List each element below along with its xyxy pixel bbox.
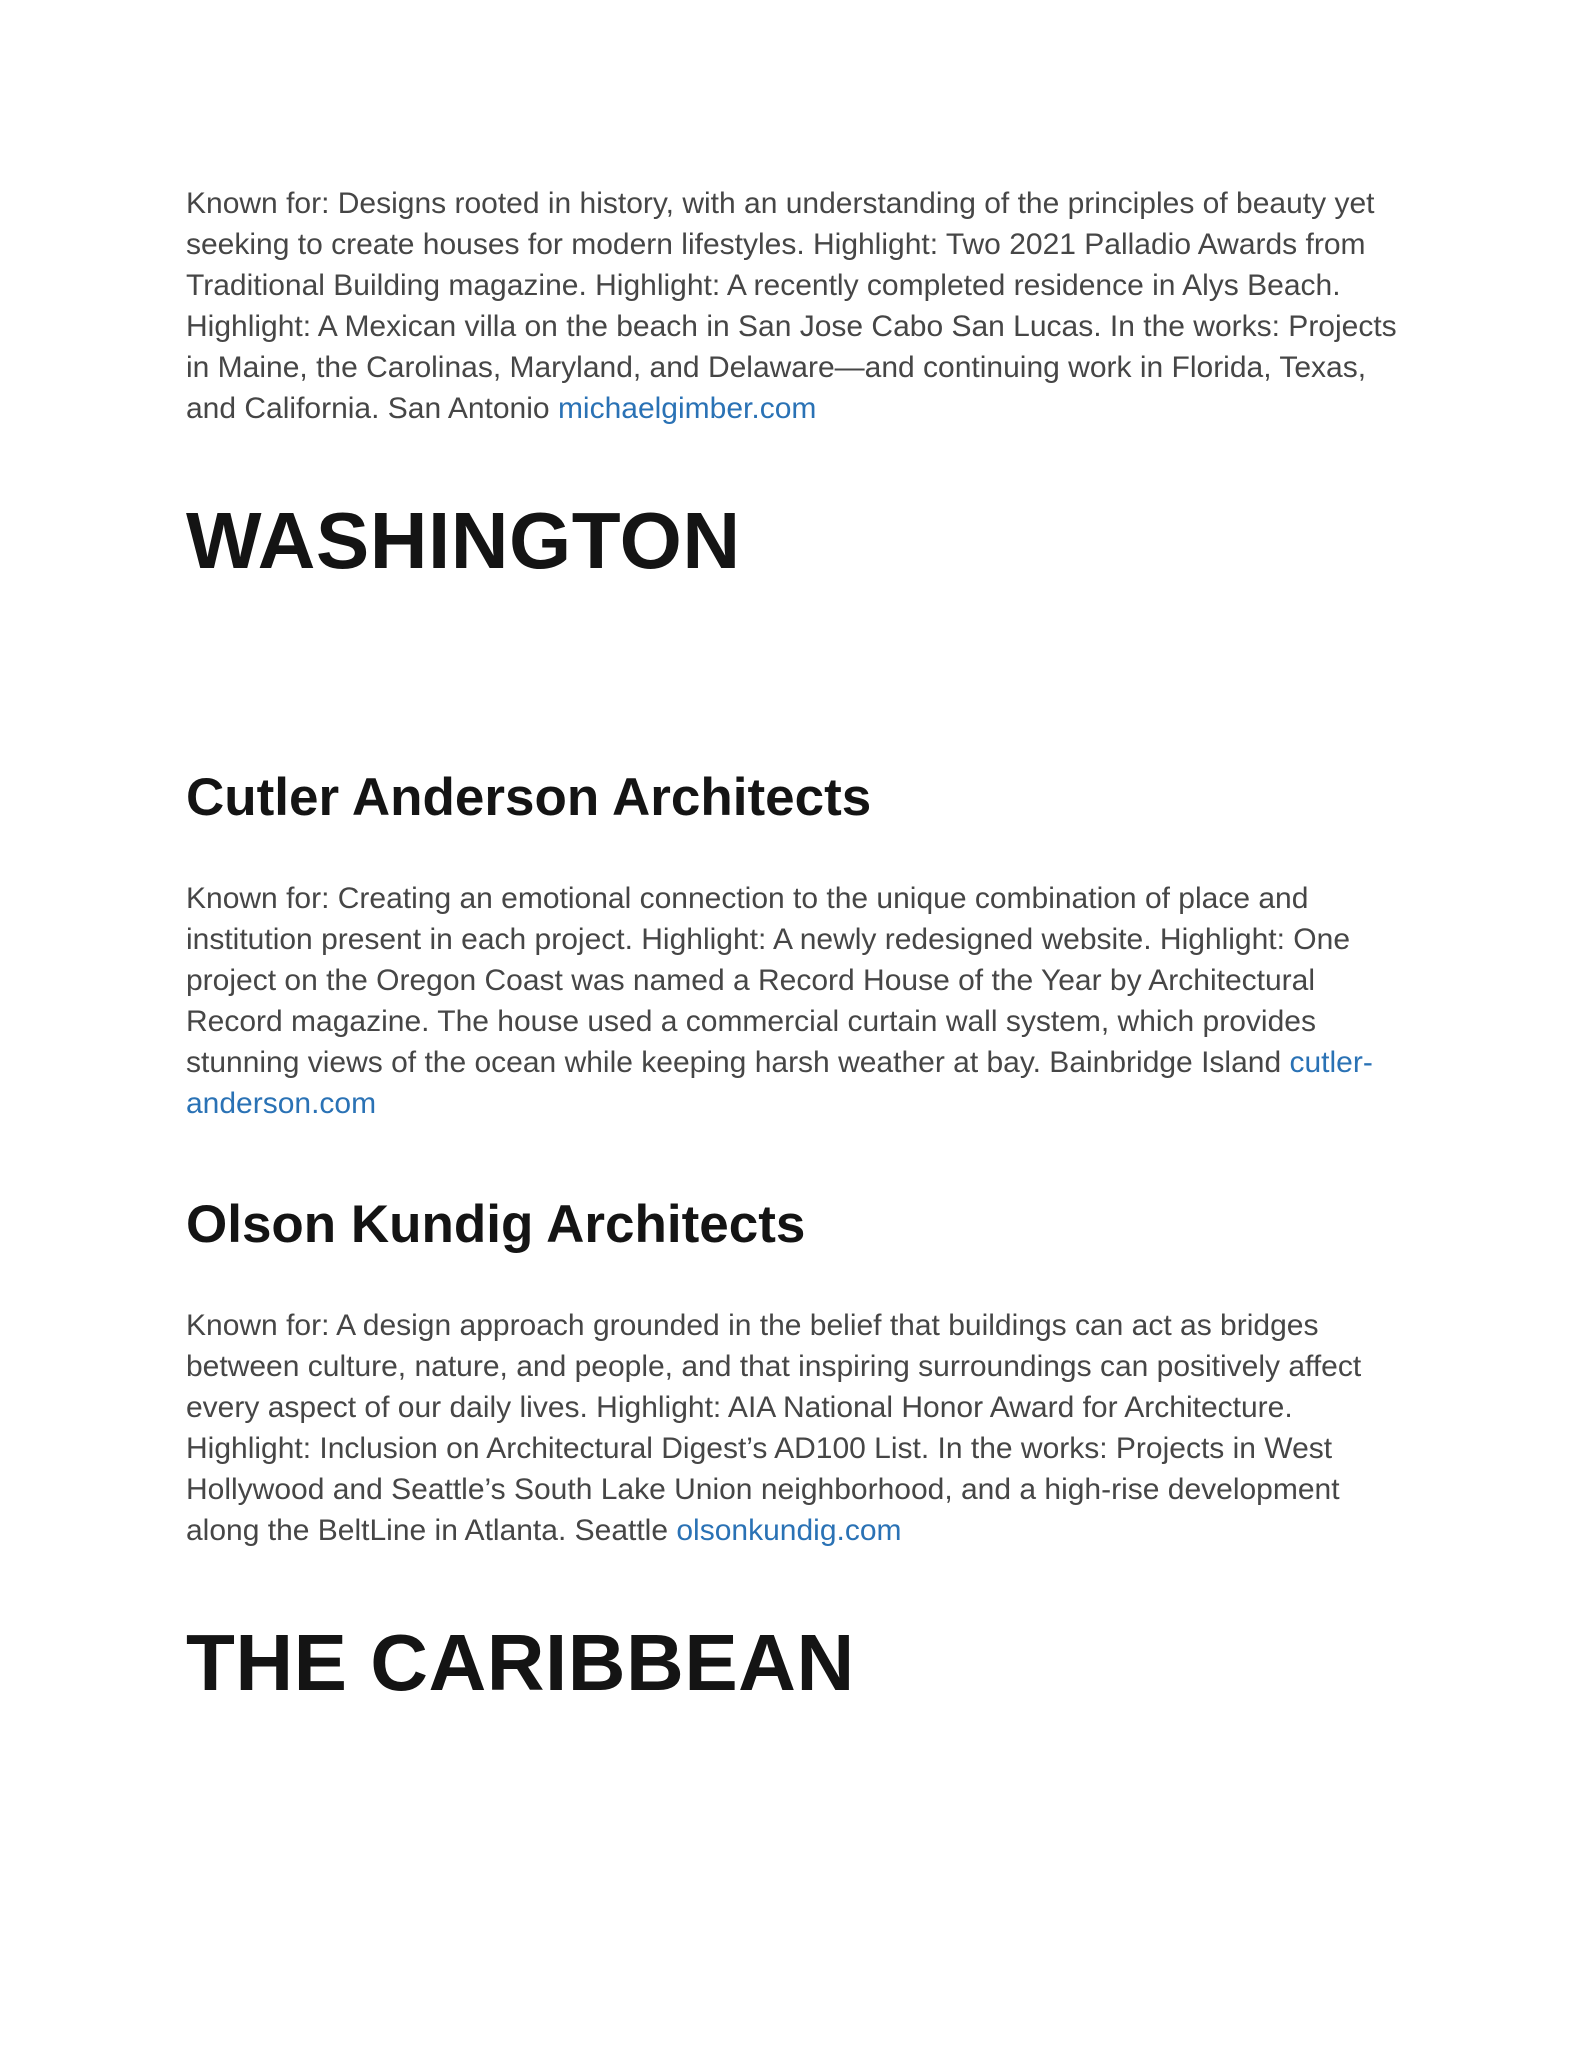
description-text: Known for: Designs rooted in history, with an understanding of the principles of beauty yet seeking to create houses for modern lifestyles. Highlight: Two 2021 Palladio Awards from Traditional Building magazine. Highlight: A recently completed residence in Alys Beach. Highlight: A Mexican villa on the beach in San Jose Cabo San Lucas. In the works: Projects in Maine, the Carolinas, Maryland, and Delaware—and continuing work in Florida, Texas, and California. San Antonio — [186, 187, 1397, 425]
michaelgimber-link[interactable]: michaelgimber.com — [557, 392, 817, 425]
description-text: Known for: Creating an emotional connection to the unique combination of place and institution present in each project. Highlight: A newly redesigned website. Highlight: One project on the Oregon Coast was named a Record House of the Year by Architectural Record magazine. The house used a commercial curtain wall system, which provides stunning views of the ocean while keeping harsh weather at bay. Bainbridge Island — [186, 882, 1351, 1079]
firm-heading-cutler-anderson: Cutler Anderson Architects — [186, 768, 872, 827]
cutler-anderson-link[interactable]: cutler-anderson.com — [186, 1046, 1373, 1120]
description-text: Known for: A design approach grounded in the belief that buildings can act as bridges between culture, nature, and people, and that inspiring surroundings can positively affect every aspect of our daily lives. Highlight: AIA National Honor Award for Architecture. Highlight: Inclusion on Architectural Digest’s AD100 List. In the works: Projects in West Hollywood and Seattle’s South Lake Union neighborhood, and a high-rise development along the BeltLine in Atlanta. Seattle — [186, 1309, 1362, 1547]
michael-gimber-description — [186, 183, 1406, 429]
cutler-anderson-description — [186, 878, 1406, 1124]
region-heading-washington: WASHINGTON — [186, 496, 741, 585]
olsonkundig-link[interactable]: olsonkundig.com — [676, 1514, 902, 1547]
olson-kundig-description — [186, 1305, 1406, 1551]
region-heading-caribbean: THE CARIBBEAN — [186, 1618, 855, 1707]
firm-heading-olson-kundig: Olson Kundig Architects — [186, 1195, 806, 1254]
